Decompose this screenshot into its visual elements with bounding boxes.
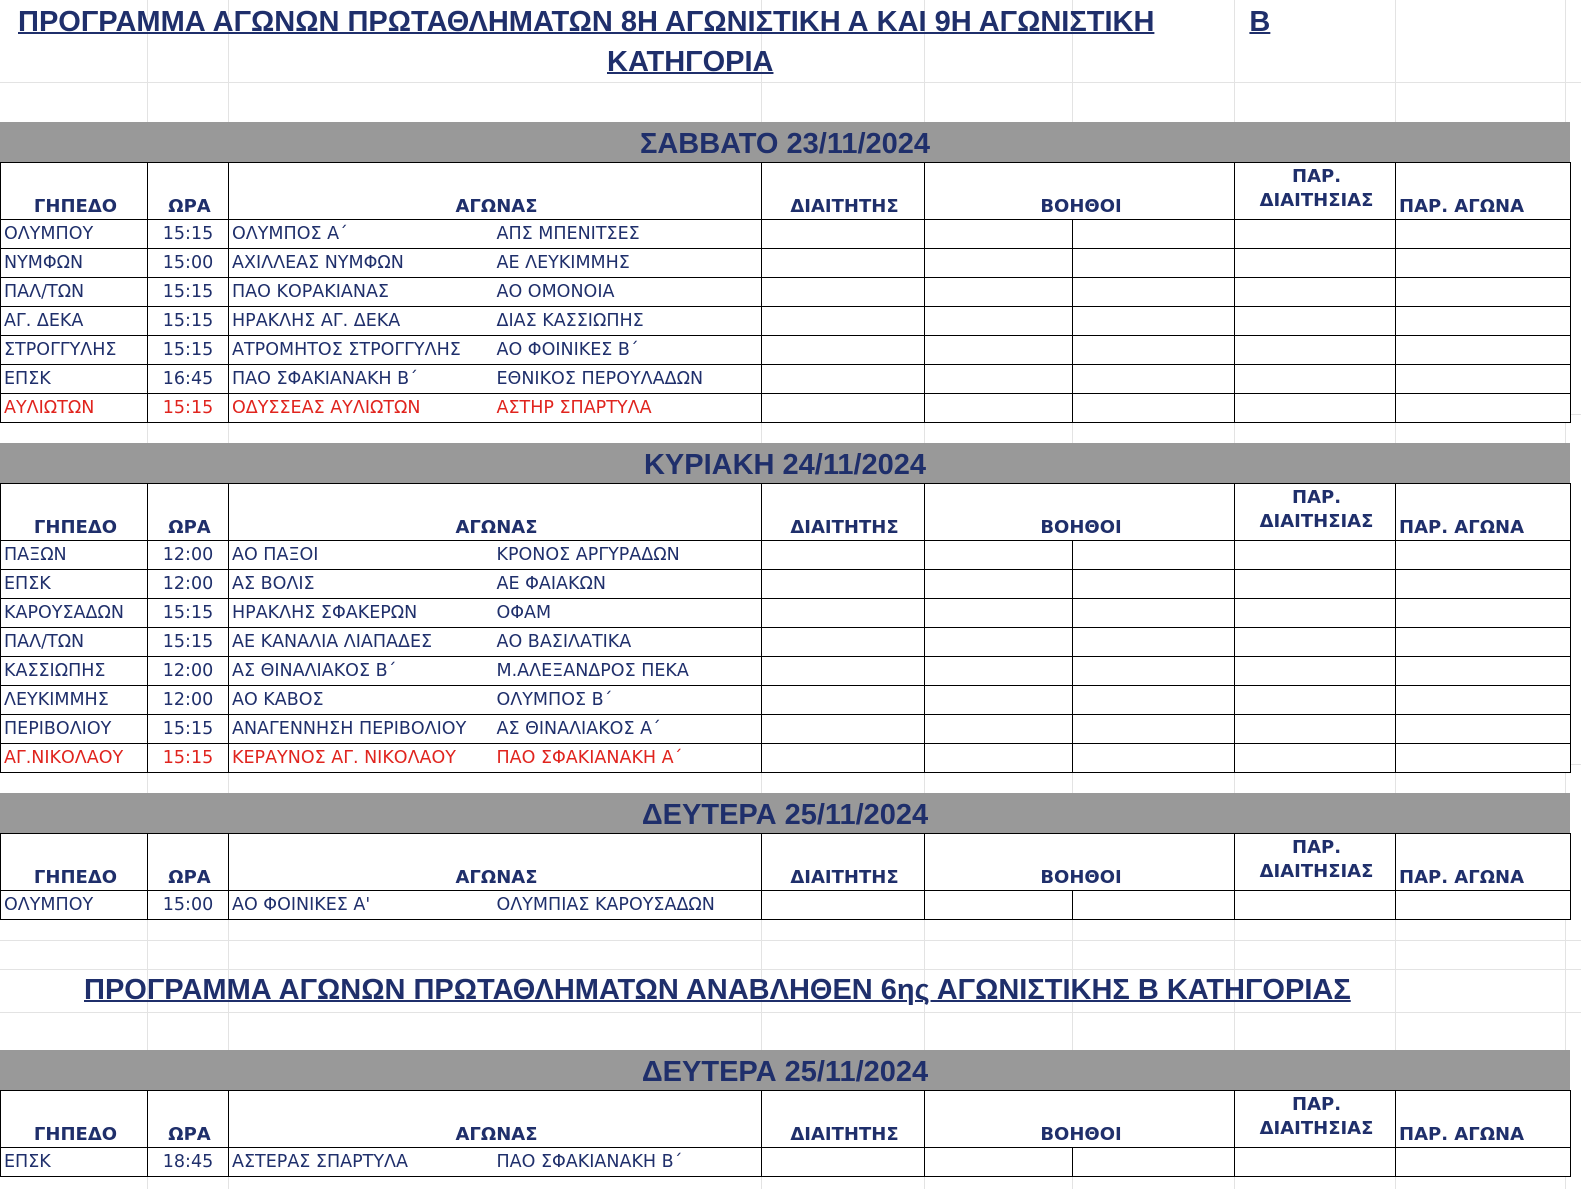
assistant-1-cell xyxy=(925,541,1073,570)
assistant-1-cell xyxy=(925,394,1073,423)
match-row xyxy=(1,278,1571,307)
assistant-1-cell xyxy=(925,686,1073,715)
match-row xyxy=(1,599,1571,628)
match-observer-cell xyxy=(1396,599,1571,628)
time-cell: 15:15 xyxy=(148,394,229,423)
ref-observer-line1: ΠΑΡ. xyxy=(1292,837,1342,858)
assistant-1-cell xyxy=(925,570,1073,599)
referee-cell xyxy=(762,394,925,423)
assistants-header: ΒΟΗΘΟΙ xyxy=(925,1091,1235,1148)
time-cell: 16:45 xyxy=(148,365,229,394)
ref-observer-cell xyxy=(1235,628,1396,657)
referee-header: ΔΙΑΙΤΗΤΗΣ xyxy=(762,163,925,220)
schedule-table xyxy=(0,162,1571,423)
match-observer-cell xyxy=(1396,570,1571,599)
assistant-2-cell xyxy=(1073,715,1235,744)
match-observer-cell xyxy=(1396,744,1571,773)
away-team-cell: ΟΛΥΜΠΙΑΣ ΚΑΡΟΥΣΑΔΩΝ xyxy=(494,891,762,920)
venue-header: ΓΗΠΕΔΟ xyxy=(1,1091,148,1148)
home-team-cell: ΗΡΑΚΛΗΣ ΑΓ. ΔΕΚΑ xyxy=(229,307,494,336)
match-header: ΑΓΩΝΑΣ xyxy=(229,834,762,891)
referee-cell xyxy=(762,336,925,365)
time-cell: 15:15 xyxy=(148,744,229,773)
venue-cell: ΑΓ. ΔΕΚΑ xyxy=(1,307,148,336)
referee-cell xyxy=(762,715,925,744)
home-team-cell: ΠΑΟ ΣΦΑΚΙΑΝΑΚΗ Β΄ xyxy=(229,365,494,394)
match-row xyxy=(1,686,1571,715)
time-cell: 15:00 xyxy=(148,249,229,278)
assistant-2-cell xyxy=(1073,336,1235,365)
away-team-cell: ΔΙΑΣ ΚΑΣΣΙΩΠΗΣ xyxy=(494,307,762,336)
away-team-cell: ΕΘΝΙΚΟΣ ΠΕΡΟΥΛΑΔΩΝ xyxy=(494,365,762,394)
ref-observer-line1: ΠΑΡ. xyxy=(1292,166,1342,187)
assistant-2-cell xyxy=(1073,220,1235,249)
venue-header: ΓΗΠΕΔΟ xyxy=(1,163,148,220)
assistant-2-cell xyxy=(1073,657,1235,686)
home-team-cell: ΑΝΑΓΕΝΝΗΣΗ ΠΕΡΙΒΟΛΙΟΥ xyxy=(229,715,494,744)
referee-cell xyxy=(762,365,925,394)
assistant-1-cell xyxy=(925,657,1073,686)
away-team-cell: ΑΕ ΦΑΙΑΚΩΝ xyxy=(494,570,762,599)
assistant-1-cell xyxy=(925,307,1073,336)
away-team-cell: ΑΟ ΒΑΣΙΛΑΤΙΚΑ xyxy=(494,628,762,657)
match-row xyxy=(1,1148,1571,1177)
ref-observer-cell xyxy=(1235,657,1396,686)
referee-cell xyxy=(762,541,925,570)
venue-cell: ΑΥΛΙΩΤΩΝ xyxy=(1,394,148,423)
match-header: ΑΓΩΝΑΣ xyxy=(229,484,762,541)
assistant-1-cell xyxy=(925,336,1073,365)
time-header: ΩΡΑ xyxy=(148,1091,229,1148)
assistant-1-cell xyxy=(925,278,1073,307)
referee-cell xyxy=(762,891,925,920)
time-cell: 12:00 xyxy=(148,541,229,570)
time-cell: 15:15 xyxy=(148,599,229,628)
match-row xyxy=(1,307,1571,336)
referee-cell xyxy=(762,278,925,307)
match-observer-header: ΠΑΡ. ΑΓΩΝΑ xyxy=(1396,834,1571,891)
home-team-cell: ΟΛΥΜΠΟΣ Α΄ xyxy=(229,220,494,249)
main-title-suffix: Β xyxy=(1249,6,1271,38)
match-row xyxy=(1,336,1571,365)
referee-cell xyxy=(762,628,925,657)
referee-cell xyxy=(762,1148,925,1177)
home-team-cell: ΑΟ ΦΟΙΝΙΚΕΣ Α' xyxy=(229,891,494,920)
assistant-2-cell xyxy=(1073,570,1235,599)
venue-cell: ΚΑΣΣΙΩΠΗΣ xyxy=(1,657,148,686)
assistant-2-cell xyxy=(1073,394,1235,423)
away-team-cell: ΟΦΑΜ xyxy=(494,599,762,628)
match-observer-header: ΠΑΡ. ΑΓΩΝΑ xyxy=(1396,484,1571,541)
match-observer-cell xyxy=(1396,307,1571,336)
venue-cell: ΕΠΣΚ xyxy=(1,365,148,394)
time-header: ΩΡΑ xyxy=(148,163,229,220)
assistant-2-cell xyxy=(1073,891,1235,920)
table-header-row xyxy=(1,163,1571,220)
away-team-cell: ΚΡΟΝΟΣ ΑΡΓΥΡΑΔΩΝ xyxy=(494,541,762,570)
match-observer-cell xyxy=(1396,365,1571,394)
venue-cell: ΠΑΞΩΝ xyxy=(1,541,148,570)
home-team-cell: ΑΣΤΕΡΑΣ ΣΠΑΡΤΥΛΑ xyxy=(229,1148,494,1177)
match-observer-cell xyxy=(1396,891,1571,920)
time-cell: 15:15 xyxy=(148,220,229,249)
home-team-cell: ΑΣ ΒΟΛΙΣ xyxy=(229,570,494,599)
assistant-1-cell xyxy=(925,1148,1073,1177)
away-team-cell: ΟΛΥΜΠΟΣ Β΄ xyxy=(494,686,762,715)
home-team-cell: ΟΔΥΣΣΕΑΣ ΑΥΛΙΩΤΩΝ xyxy=(229,394,494,423)
ref-observer-cell xyxy=(1235,336,1396,365)
venue-cell: ΕΠΣΚ xyxy=(1,1148,148,1177)
ref-observer-header xyxy=(1235,163,1396,220)
assistant-2-cell xyxy=(1073,541,1235,570)
ref-observer-cell xyxy=(1235,715,1396,744)
table-header-row xyxy=(1,834,1571,891)
schedule-table xyxy=(0,1090,1571,1177)
ref-observer-cell xyxy=(1235,744,1396,773)
main-title-text: ΠΡΟΓΡΑΜΜΑ ΑΓΩΝΩΝ ΠΡΩΤΑΘΛΗΜΑΤΩΝ 8Η ΑΓΩΝΙΣΤΙΚΗ Α ΚΑΙ 9Η ΑΓΩΝΙΣΤΙΚΗ xyxy=(18,6,1155,38)
ref-observer-header xyxy=(1235,484,1396,541)
referee-cell xyxy=(762,686,925,715)
ref-observer-cell xyxy=(1235,220,1396,249)
match-observer-cell xyxy=(1396,715,1571,744)
ref-observer-cell xyxy=(1235,541,1396,570)
ref-observer-line2: ΔΙΑΙΤΗΣΙΑΣ xyxy=(1259,1118,1374,1139)
match-row xyxy=(1,394,1571,423)
match-row xyxy=(1,715,1571,744)
ref-observer-cell xyxy=(1235,599,1396,628)
match-header: ΑΓΩΝΑΣ xyxy=(229,163,762,220)
assistant-2-cell xyxy=(1073,307,1235,336)
table-header-row xyxy=(1,1091,1571,1148)
match-observer-cell xyxy=(1396,336,1571,365)
day-header: ΔΕΥΤΕΡΑ 25/11/2024 xyxy=(0,1050,1570,1090)
ref-observer-cell xyxy=(1235,686,1396,715)
ref-observer-header xyxy=(1235,834,1396,891)
main-title-line2: ΚΑΤΗΓΟΡΙΑ xyxy=(607,46,774,78)
time-header: ΩΡΑ xyxy=(148,484,229,541)
postponed-title: ΠΡΟΓΡΑΜΜΑ ΑΓΩΝΩΝ ΠΡΩΤΑΘΛΗΜΑΤΩΝ ΑΝΑΒΛΗΘΕΝ 6ης ΑΓΩΝΙΣΤΙΚΗΣ Β ΚΑΤΗΓΟΡΙΑΣ xyxy=(84,974,1351,1006)
main-title-line1 xyxy=(18,6,1282,39)
time-cell: 12:00 xyxy=(148,657,229,686)
assistant-1-cell xyxy=(925,744,1073,773)
venue-header: ΓΗΠΕΔΟ xyxy=(1,834,148,891)
referee-cell xyxy=(762,657,925,686)
away-team-cell: ΑΣΤΗΡ ΣΠΑΡΤΥΛΑ xyxy=(494,394,762,423)
match-row xyxy=(1,628,1571,657)
venue-cell: ΛΕΥΚΙΜΜΗΣ xyxy=(1,686,148,715)
time-cell: 12:00 xyxy=(148,686,229,715)
away-team-cell: ΠΑΟ ΣΦΑΚΙΑΝΑΚΗ Β΄ xyxy=(494,1148,762,1177)
ref-observer-cell xyxy=(1235,307,1396,336)
match-observer-cell xyxy=(1396,541,1571,570)
match-observer-cell xyxy=(1396,686,1571,715)
venue-cell: ΣΤΡΟΓΓΥΛΗΣ xyxy=(1,336,148,365)
assistant-1-cell xyxy=(925,891,1073,920)
venue-cell: ΟΛΥΜΠΟΥ xyxy=(1,220,148,249)
referee-header: ΔΙΑΙΤΗΤΗΣ xyxy=(762,1091,925,1148)
ref-observer-cell xyxy=(1235,365,1396,394)
assistant-2-cell xyxy=(1073,599,1235,628)
schedule-table xyxy=(0,833,1571,920)
assistant-1-cell xyxy=(925,715,1073,744)
home-team-cell: ΑΤΡΟΜΗΤΟΣ ΣΤΡΟΓΓΥΛΗΣ xyxy=(229,336,494,365)
home-team-cell: ΑΟ ΠΑΞΟΙ xyxy=(229,541,494,570)
home-team-cell: ΑΧΙΛΛΕΑΣ ΝΥΜΦΩΝ xyxy=(229,249,494,278)
match-row xyxy=(1,657,1571,686)
ref-observer-line1: ΠΑΡ. xyxy=(1292,487,1342,508)
match-row xyxy=(1,570,1571,599)
assistant-2-cell xyxy=(1073,249,1235,278)
referee-cell xyxy=(762,307,925,336)
match-observer-cell xyxy=(1396,657,1571,686)
referee-cell xyxy=(762,249,925,278)
time-cell: 15:15 xyxy=(148,336,229,365)
home-team-cell: ΚΕΡΑΥΝΟΣ ΑΓ. ΝΙΚΟΛΑΟΥ xyxy=(229,744,494,773)
venue-cell: ΑΓ.ΝΙΚΟΛΑΟΥ xyxy=(1,744,148,773)
assistants-header: ΒΟΗΘΟΙ xyxy=(925,163,1235,220)
ref-observer-cell xyxy=(1235,249,1396,278)
away-team-cell: ΑΟ ΟΜΟΝΟΙΑ xyxy=(494,278,762,307)
assistant-2-cell xyxy=(1073,365,1235,394)
ref-observer-cell xyxy=(1235,570,1396,599)
venue-header: ΓΗΠΕΔΟ xyxy=(1,484,148,541)
ref-observer-line2: ΔΙΑΙΤΗΣΙΑΣ xyxy=(1259,861,1374,882)
assistant-2-cell xyxy=(1073,1148,1235,1177)
match-header: ΑΓΩΝΑΣ xyxy=(229,1091,762,1148)
match-observer-header: ΠΑΡ. ΑΓΩΝΑ xyxy=(1396,1091,1571,1148)
referee-cell xyxy=(762,220,925,249)
venue-cell: ΟΛΥΜΠΟΥ xyxy=(1,891,148,920)
away-team-cell: ΑΕ ΛΕΥΚΙΜΜΗΣ xyxy=(494,249,762,278)
ref-observer-cell xyxy=(1235,1148,1396,1177)
assistant-2-cell xyxy=(1073,278,1235,307)
ref-observer-cell xyxy=(1235,278,1396,307)
assistant-1-cell xyxy=(925,365,1073,394)
ref-observer-cell xyxy=(1235,891,1396,920)
ref-observer-line2: ΔΙΑΙΤΗΣΙΑΣ xyxy=(1259,511,1374,532)
venue-cell: ΠΑΛ/ΤΩΝ xyxy=(1,278,148,307)
table-header-row xyxy=(1,484,1571,541)
away-team-cell: ΑΣ ΘΙΝΑΛΙΑΚΟΣ Α΄ xyxy=(494,715,762,744)
away-team-cell: Μ.ΑΛΕΞΑΝΔΡΟΣ ΠΕΚΑ xyxy=(494,657,762,686)
match-observer-header: ΠΑΡ. ΑΓΩΝΑ xyxy=(1396,163,1571,220)
assistant-1-cell xyxy=(925,628,1073,657)
time-cell: 12:00 xyxy=(148,570,229,599)
match-row xyxy=(1,365,1571,394)
away-team-cell: ΑΟ ΦΟΙΝΙΚΕΣ Β΄ xyxy=(494,336,762,365)
time-cell: 15:00 xyxy=(148,891,229,920)
home-team-cell: ΑΣ ΘΙΝΑΛΙΑΚΟΣ Β΄ xyxy=(229,657,494,686)
venue-cell: ΝΥΜΦΩΝ xyxy=(1,249,148,278)
day-header: ΚΥΡΙΑΚΗ 24/11/2024 xyxy=(0,443,1570,483)
venue-cell: ΚΑΡΟΥΣΑΔΩΝ xyxy=(1,599,148,628)
assistant-1-cell xyxy=(925,599,1073,628)
venue-cell: ΕΠΣΚ xyxy=(1,570,148,599)
match-observer-cell xyxy=(1396,394,1571,423)
referee-cell xyxy=(762,744,925,773)
assistants-header: ΒΟΗΘΟΙ xyxy=(925,484,1235,541)
referee-header: ΔΙΑΙΤΗΤΗΣ xyxy=(762,834,925,891)
day-header: ΔΕΥΤΕΡΑ 25/11/2024 xyxy=(0,793,1570,833)
ref-observer-header xyxy=(1235,1091,1396,1148)
match-row xyxy=(1,891,1571,920)
referee-header: ΔΙΑΙΤΗΤΗΣ xyxy=(762,484,925,541)
away-team-cell: ΠΑΟ ΣΦΑΚΙΑΝΑΚΗ Α΄ xyxy=(494,744,762,773)
assistant-2-cell xyxy=(1073,744,1235,773)
home-team-cell: ΑΕ ΚΑΝΑΛΙΑ ΛΙΑΠΑΔΕΣ xyxy=(229,628,494,657)
venue-cell: ΠΑΛ/ΤΩΝ xyxy=(1,628,148,657)
assistant-1-cell xyxy=(925,249,1073,278)
time-cell: 15:15 xyxy=(148,307,229,336)
time-cell: 15:15 xyxy=(148,628,229,657)
venue-cell: ΠΕΡΙΒΟΛΙΟΥ xyxy=(1,715,148,744)
time-cell: 15:15 xyxy=(148,715,229,744)
match-observer-cell xyxy=(1396,278,1571,307)
away-team-cell: ΑΠΣ ΜΠΕΝΙΤΣΕΣ xyxy=(494,220,762,249)
match-observer-cell xyxy=(1396,628,1571,657)
time-header: ΩΡΑ xyxy=(148,834,229,891)
day-header: ΣΑΒΒΑΤΟ 23/11/2024 xyxy=(0,122,1570,162)
referee-cell xyxy=(762,599,925,628)
match-row xyxy=(1,541,1571,570)
assistants-header: ΒΟΗΘΟΙ xyxy=(925,834,1235,891)
referee-cell xyxy=(762,570,925,599)
match-row xyxy=(1,220,1571,249)
ref-observer-line2: ΔΙΑΙΤΗΣΙΑΣ xyxy=(1259,190,1374,211)
assistant-1-cell xyxy=(925,220,1073,249)
assistant-2-cell xyxy=(1073,628,1235,657)
match-row xyxy=(1,744,1571,773)
time-cell: 15:15 xyxy=(148,278,229,307)
match-row xyxy=(1,249,1571,278)
assistant-2-cell xyxy=(1073,686,1235,715)
schedule-table xyxy=(0,483,1571,773)
home-team-cell: ΠΑΟ ΚΟΡΑΚΙΑΝΑΣ xyxy=(229,278,494,307)
time-cell: 18:45 xyxy=(148,1148,229,1177)
ref-observer-line1: ΠΑΡ. xyxy=(1292,1094,1342,1115)
match-observer-cell xyxy=(1396,220,1571,249)
ref-observer-cell xyxy=(1235,394,1396,423)
match-observer-cell xyxy=(1396,1148,1571,1177)
home-team-cell: ΑΟ ΚΑΒΟΣ xyxy=(229,686,494,715)
match-observer-cell xyxy=(1396,249,1571,278)
home-team-cell: ΗΡΑΚΛΗΣ ΣΦΑΚΕΡΩΝ xyxy=(229,599,494,628)
